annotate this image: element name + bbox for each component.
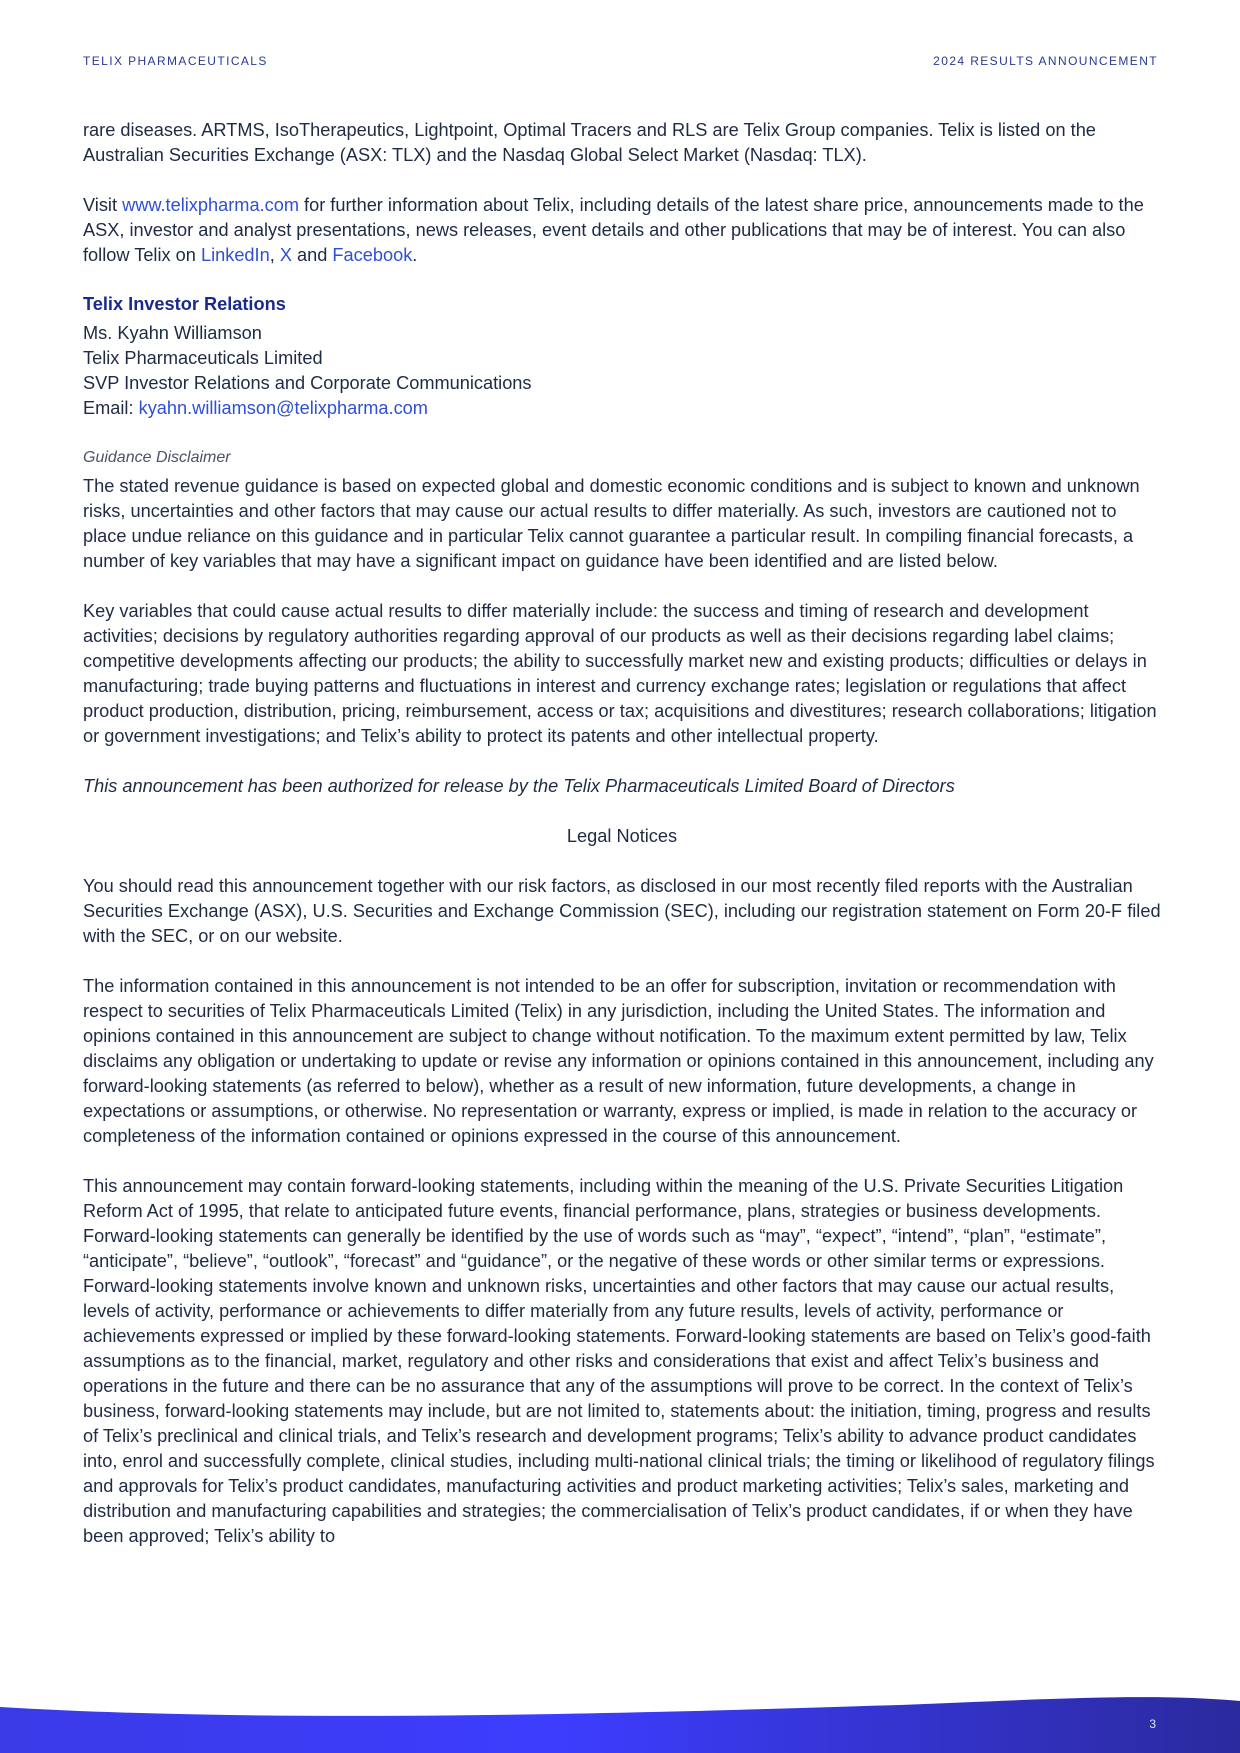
page-footer-band [0,1681,1240,1753]
ir-email-link[interactable]: kyahn.williamson@telixpharma.com [138,398,428,418]
visit-end: . [412,245,418,265]
ir-email-label: Email: [83,398,139,418]
facebook-link[interactable]: Facebook [332,245,413,265]
legal-notices-heading: Legal Notices [566,826,678,846]
legal-paragraph-3: This announcement may contain forward-looking statements, including within the meaning of the U.S. Private Securities Litigation Reform Act of 1995, that relate to anticipated future events, financial performance, plans, strategies or business developments. Forward-looking statements can generally be identified by the use of words such as “may”, “expect”, “intend”, “plan”, “estimate”, “anticipate”, “believe”, “outlook”, “forecast” and “guidance”, or the negative of these words or other similar terms or expressions. Forward-looking statements involve known and unknown risks, uncertainties and other factors that may cause our actual results, levels of activity, performance or achievements to differ materially from any future results, levels of activity, performance or achievements expressed or implied by these forward-looking statements. Forward-looking statements are based on Telix’s good-faith assumptions as to the financial, market, regulatory and other risks and considerations that exist and affect Telix’s business and operations in the future and there can be no assurance that any of the assumptions will prove to be correct. In the context of Telix’s business, forward-looking statements may include, but are not limited to, statements about: the initiation, timing, progress and results of Telix’s preclinical and clinical trials, and Telix’s research and development programs; Telix’s ability to advance product candidates into, enrol and successfully complete, clinical studies, including multi-national clinical trials; the timing or likelihood of regulatory filings and approvals for Telix’s product candidates, manufacturing activities and product marketing activities; Telix’s sales, marketing and distribution and manufacturing capabilities and strategies; the commercialisation of Telix’s product candidates, if or when they have been approved; Telix’s ability to [83,1176,1155,1546]
authorization-statement: This announcement has been authorized for release by the Telix Pharmaceuticals Limited Board of Directors [83,776,955,796]
visit-comma: , [269,245,280,265]
ir-email-line [83,396,1161,421]
guidance-disclaimer-heading: Guidance Disclaimer [83,449,231,466]
visit-paragraph [83,193,1161,268]
ir-contact-name: Ms. Kyahn Williamson [83,323,262,343]
visit-middle-text: for further information about Telix, including details of the latest share price, announcements made to the ASX, investor and analyst presentations, news releases, event details and other publications that may be of interest. You can also follow Telix on [83,195,1144,265]
legal-paragraph-1: You should read this announcement together with our risk factors, as disclosed in our most recently filed reports with the Australian Securities Exchange (ASX), U.S. Securities and Exchange Commission (SEC), including our registration statement on Form 20-F filed with the SEC, or on our website. [83,876,1161,946]
header-document-title: 2024 RESULTS ANNOUNCEMENT [933,54,1158,68]
page-number: 3 [1149,1717,1156,1731]
page-header [83,54,1158,68]
legal-paragraph-2: The information contained in this announcement is not intended to be an offer for subscription, invitation or recommendation with respect to securities of Telix Pharmaceuticals Limited (Telix) in any jurisdiction, including the United States. The information and opinions contained in this announcement are subject to change without notification. To the maximum extent permitted by law, Telix disclaims any obligation or undertaking to update or revise any information or opinions contained in this announcement, including any forward-looking statements (as referred to below), whether as a result of new information, future developments, a change in expectations or assumptions, or otherwise. No representation or warranty, express or implied, is made in relation to the accuracy or completeness of the information contained or opinions expressed in the course of this announcement. [83,976,1154,1146]
document-body [83,118,1161,1549]
ir-company: Telix Pharmaceuticals Limited [83,348,323,368]
website-link[interactable]: www.telixpharma.com [122,195,299,215]
footer-wave-graphic [0,1681,1240,1753]
guidance-paragraph-1: The stated revenue guidance is based on expected global and domestic economic conditions and is subject to known and unknown risks, uncertainties and other factors that may cause our actual results to differ materially. As such, investors are cautioned not to place undue reliance on this guidance and in particular Telix cannot guarantee a particular result. In compiling financial forecasts, a number of key variables that may have a significant impact on guidance have been identified and are listed below. [83,476,1140,571]
investor-relations-heading: Telix Investor Relations [83,294,286,314]
linkedin-link[interactable]: LinkedIn [200,245,270,265]
ir-title: SVP Investor Relations and Corporate Communications [83,373,532,393]
header-company-name: TELIX PHARMACEUTICALS [83,54,268,68]
guidance-paragraph-2: Key variables that could cause actual results to differ materially include: the success and timing of research and development activities; decisions by regulatory authorities regarding approval of our products as well as their decisions regarding label claims; competitive developments affecting our products; the ability to successfully market new and existing products; difficulties or delays in manufacturing; trade buying patterns and fluctuations in interest and currency exchange rates; legislation or regulations that affect product production, distribution, pricing, reimbursement, access or tax; acquisitions and divestitures; research collaborations; litigation or government investigations; and Telix’s ability to protect its patents and other intellectual property. [83,601,1157,746]
visit-and: and [291,245,333,265]
intro-paragraph: rare diseases. ARTMS, IsoTherapeutics, Lightpoint, Optimal Tracers and RLS are Telix Group companies. Telix is listed on the Australian Securities Exchange (ASX: TLX) and the Nasdaq Global Select Market (Nasdaq: TLX). [83,120,1096,165]
x-link[interactable]: X [279,245,292,265]
visit-prefix: Visit [83,195,123,215]
